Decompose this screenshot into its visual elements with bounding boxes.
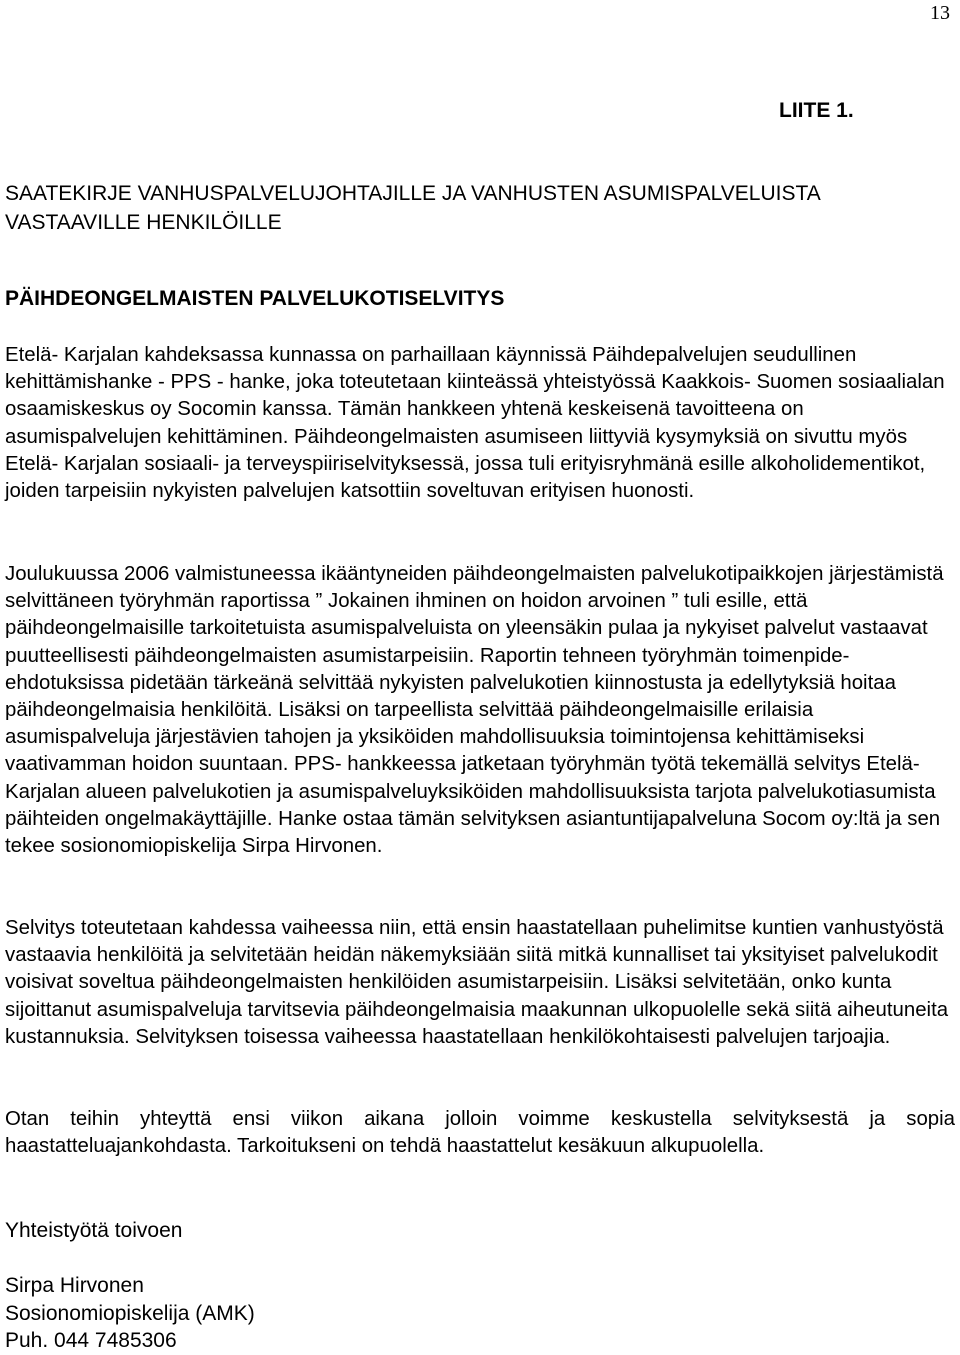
closing-phrase: Yhteistyötä toivoen (5, 1219, 183, 1242)
paragraph-report: Joulukuussa 2006 valmistuneessa ikääntyneiden päihdeongelmaisten palvelukotipaikkojen järjestämistä selvittäneen työryhmän raportissa ” Jokainen ihminen on hoidon arvoinen ” tuli esille, että päihdeongelmaisille tarkoitetuista asumispalveluista on yleensäkin pulaa ja nykyiset palvelut vastaavat puutteellisesti päihdeongelmaisten asumistarpeisiin. Raportin tehneen työryhmän toimenpide- ehdotuksissa pidetään tärkeänä selvittää nykyisten palvelukotien kiinnostusta ja edellytyksiä hoitaa päihdeongelmaisia henkilöitä. Lisäksi on tarpeellista selvittää päihdeongelmaisille erilaisia asumispalveluja järjestävien tahojen ja yksiköiden mahdollisuuksia toimintojensa kehittämiseksi vaativamman hoidon suuntaan. PPS- hankkeessa jatketaan työryhmän työtä tekemällä selvitys Etelä- Karjalan alueen palvelukotien ja asumispalveluyksiköiden mahdollisuuksista tarjota palvelukotiasumista päihteiden ongelmakäyttäjille. Hanke ostaa tämän selvityksen asiantuntijapalveluna Socom oy:ltä ja sen tekee sosionomiopiskelija Sirpa Hirvonen. (5, 563, 944, 858)
appendix-label: LIITE 1. (779, 99, 854, 122)
paragraph-contact: Otan teihin yhteyttä ensi viikon aikana jolloin voimme keskustella selvityksestä ja sopia haastatteluajankohdasta. Tarkoitukseni on tehdä haastattelut kesäkuun alkupuolella. (5, 1108, 955, 1158)
document-heading: PÄIHDEONGELMAISTEN PALVELUKOTISELVITYS (5, 287, 505, 310)
cover-letter-title: SAATEKIRJE VANHUSPALVELUJOHTAJILLE JA VANHUSTEN ASUMISPALVELUISTA VASTAAVILLE HENKILÖILLE (5, 182, 820, 234)
paragraph-method: Selvitys toteutetaan kahdessa vaiheessa niin, että ensin haastatellaan puhelimitse kuntien vanhustyöstä vastaavia henkilöitä ja selvitetään heidän näkemyksiään siitä mitkä kunnalliset tai yksityiset palvelukodit voisivat soveltua päihdeongelmaisten henkilöiden asumistarpeisiin. Lisäksi selvitetään, onko kunta sijoittanut asumispalveluja tarvitsevia päihdeongelmaisia maakunnan ulkopuolelle sekä siitä aiheutuneita kustannuksia. Selvityksen toisessa vaiheessa haastatellaan henkilökohtaisesti palvelujen tarjoajia. (5, 917, 949, 1048)
signature-name: Sirpa Hirvonen (5, 1274, 144, 1297)
signature-title: Sosionomiopiskelija (AMK) (5, 1302, 255, 1325)
page-number: 13 (930, 2, 950, 24)
signature-phone: Puh. 044 7485306 (5, 1329, 177, 1352)
paragraph-intro: Etelä- Karjalan kahdeksassa kunnassa on parhaillaan käynnissä Päihdepalvelujen seudullinen kehittämishanke - PPS - hanke, joka toteutetaan kiinteässä yhteistyössä Kaakkois- Suomen sosiaalialan osaamiskeskus oy Socomin kanssa. Tämän hankkeen yhtenä keskeisenä tavoitteena on asumispalvelujen kehittäminen. Päihdeongelmaisten asumiseen liittyviä kysymyksiä on sivuttu myös Etelä- Karjalan sosiaali- ja terveyspiiriselvityksessä, jossa tuli erityisryhmänä esille alkoholidementikot, joiden tarpeisiin nykyisten palvelujen katsottiin soveltuvan erityisen huonosti. (5, 344, 945, 503)
